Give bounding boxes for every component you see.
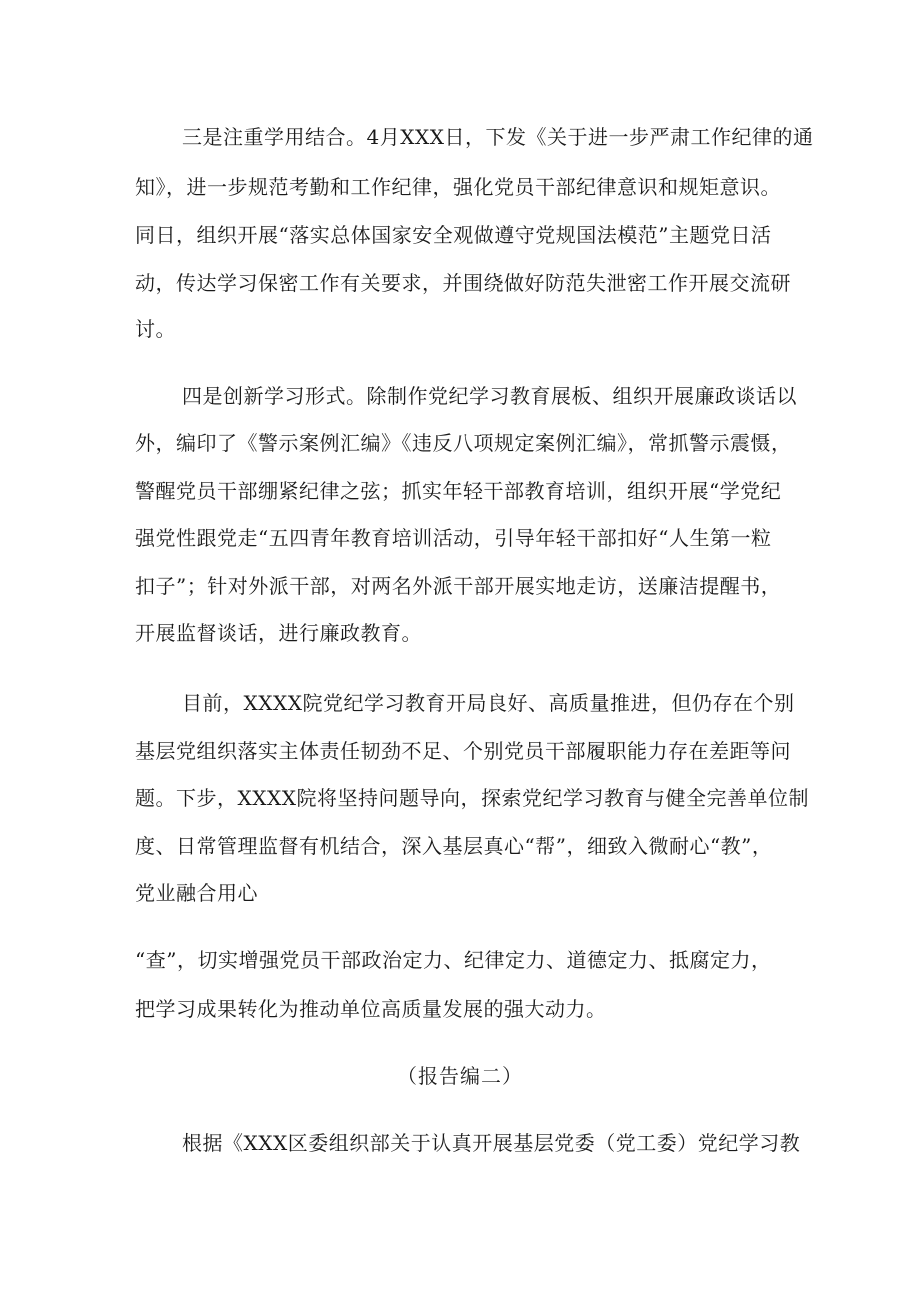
text-line: 动，传达学习保密工作有关要求，并围绕做好防范失泄密工作开展交流研 <box>135 271 791 295</box>
text-line: 警醒党员干部绷紧纪律之弦；抓实年轻干部教育培训，组织开展“学党纪 <box>135 479 782 503</box>
text-line: 扣子”；针对外派干部，对两名外派干部开展实地走访，送廉洁提醒书， <box>135 574 782 598</box>
text-line: 四是创新学习形式。除制作党纪学习教育展板、组织开展廉政谈话以 <box>182 384 797 408</box>
text-line: 强党性跟党走“五四青年教育培训活动，引导年轻干部扣好“人生第一粒 <box>135 526 772 550</box>
text-line: 开展监督谈话，进行廉政教育。 <box>135 621 422 645</box>
text-line: 根据《XXX区委组织部关于认真开展基层党委（党工委）党纪学习教 <box>182 1131 801 1155</box>
text-line: 把学习成果转化为推动单位高质量发展的强大动力。 <box>135 997 607 1021</box>
text-line: 讨。 <box>135 317 176 341</box>
text-line: 党业融合用心 <box>135 881 258 905</box>
text-line: 知》，进一步规范考勤和工作纪律，强化党员干部纪律意识和规矩意识。 <box>135 175 781 199</box>
text-line: 基层党组织落实主体责任韧劲不足、个别党员干部履职能力存在差距等问 <box>135 739 791 763</box>
text-line: 目前，XXXX院党纪学习教育开局良好、高质量推进，但仍存在个别 <box>182 691 795 715</box>
text-line: 题。下步，XXXX院将坚持问题导向，探索党纪学习教育与健全完善单位制 <box>135 786 809 810</box>
text-line: 三是注重学用结合。4月XXX日，下发《关于进一步严肃工作纪律的通 <box>182 125 814 149</box>
text-line: 外，编印了《警示案例汇编》《违反八项规定案例汇编》，常抓警示震慑， <box>135 431 792 455</box>
text-line: 度、日常管理监督有机结合，深入基层真心“帮”，细致入微耐心“教”， <box>135 834 773 858</box>
section-heading: （报告编二） <box>397 1064 523 1088</box>
text-line: 同日，组织开展“落实总体国家安全观做遵守党规国法模范”主题党日活 <box>135 223 772 247</box>
text-line: “查”，切实增强党员干部政治定力、纪律定力、道德定力、抵腐定力， <box>135 948 772 972</box>
